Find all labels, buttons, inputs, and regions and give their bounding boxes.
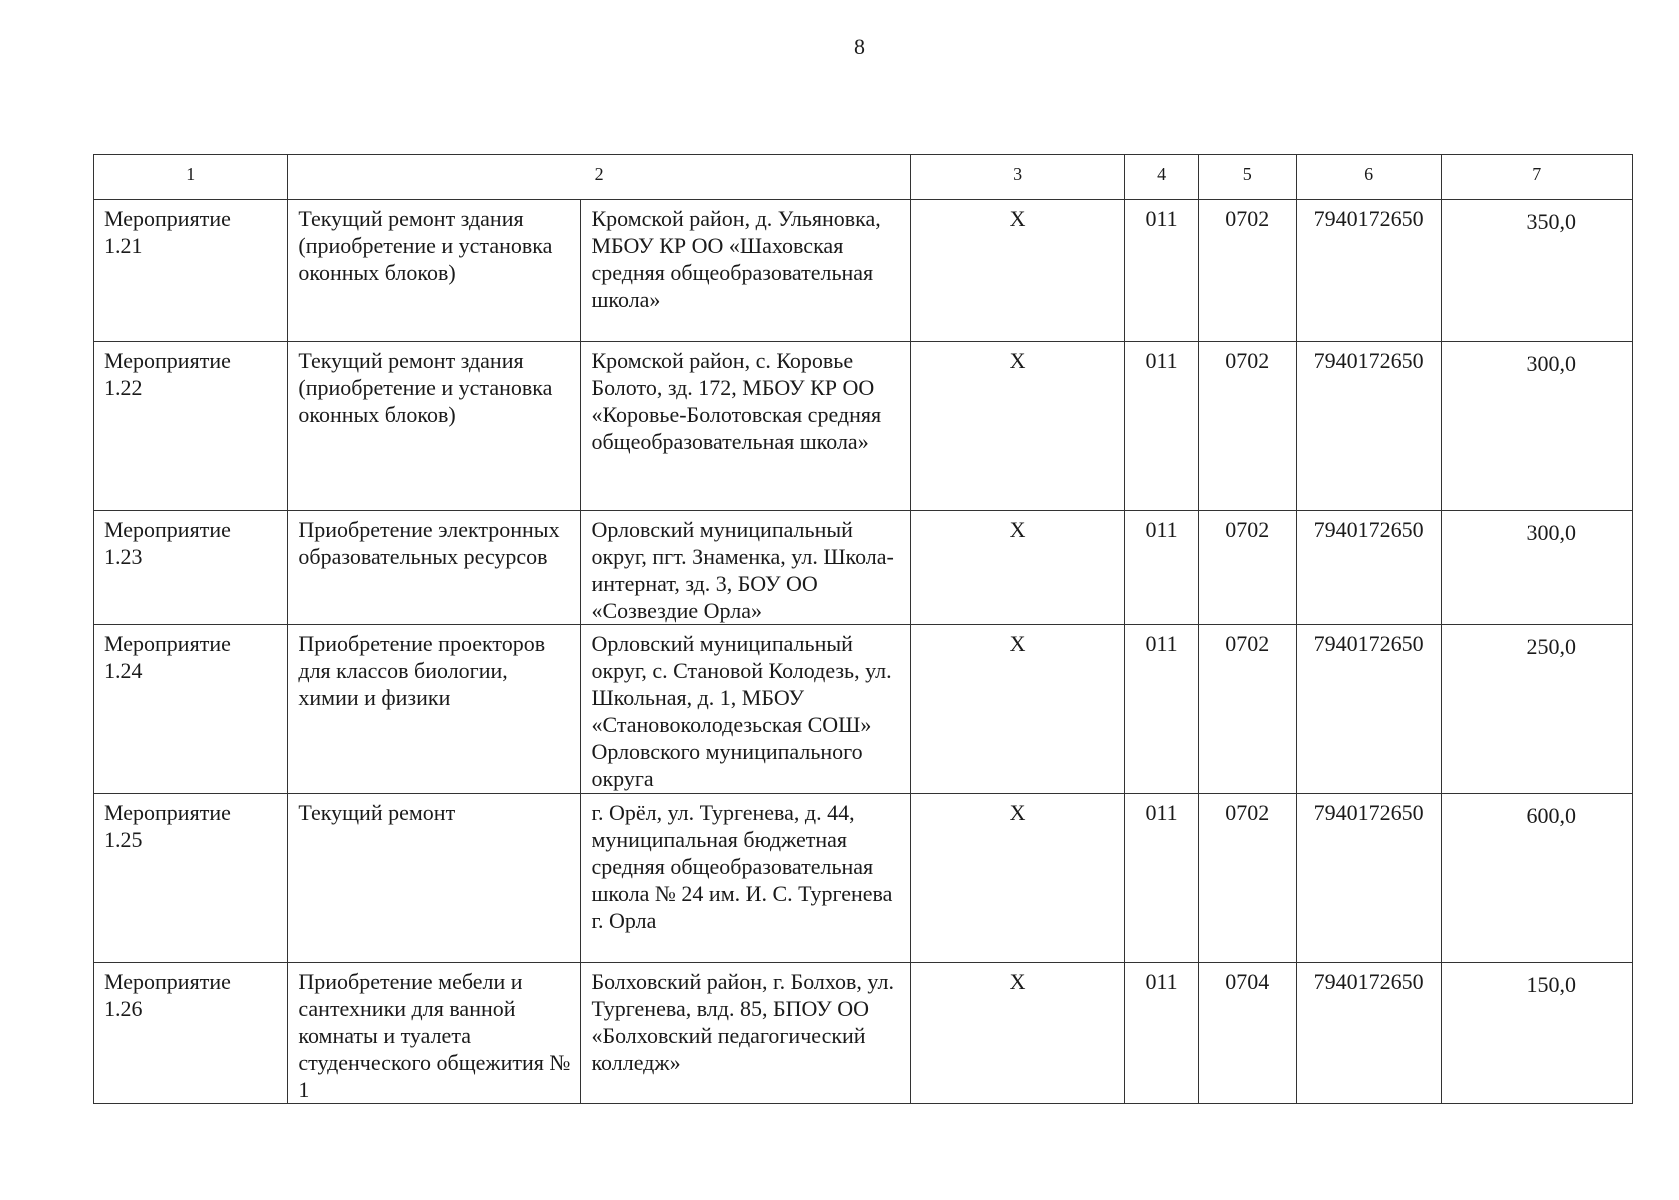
table-row (94, 963, 1633, 1104)
measure-number: 1.25 (104, 827, 143, 852)
header-cell: 3 (910, 155, 1125, 200)
col3-cell: X (910, 794, 1125, 963)
table-row (94, 511, 1633, 625)
header-cell: 4 (1125, 155, 1199, 200)
location-cell: Орловский муниципальный округ, пгт. Знаменка, ул. Школа-интернат, зд. 3, БОУ ОО «Созвездие Орла» (581, 511, 910, 625)
measure-id-cell (94, 511, 288, 625)
header-cell: 1 (94, 155, 288, 200)
measure-number: 1.24 (104, 658, 143, 683)
col3-cell: X (910, 963, 1125, 1104)
work-cell: Приобретение проекторов для классов биологии, химии и физики (288, 625, 581, 794)
col7-cell: 300,0 (1441, 511, 1632, 625)
measure-number: 1.22 (104, 375, 143, 400)
work-cell: Приобретение мебели и сантехники для ванной комнаты и туалета студенческого общежития № 1 (288, 963, 581, 1104)
header-cell: 2 (288, 155, 910, 200)
col6-cell: 7940172650 (1296, 511, 1441, 625)
work-cell: Текущий ремонт здания (приобретение и установка оконных блоков) (288, 200, 581, 342)
col5-cell: 0702 (1198, 625, 1296, 794)
col3-cell: X (910, 200, 1125, 342)
col6-cell: 7940172650 (1296, 794, 1441, 963)
measure-label: Мероприятие (104, 631, 231, 656)
col6-cell: 7940172650 (1296, 625, 1441, 794)
col4-cell: 011 (1125, 963, 1199, 1104)
header-cell: 5 (1198, 155, 1296, 200)
col5-cell: 0702 (1198, 794, 1296, 963)
col7-cell: 350,0 (1441, 200, 1632, 342)
col4-cell: 011 (1125, 342, 1199, 511)
table-row (94, 625, 1633, 794)
location-cell: Болховский район, г. Болхов, ул. Тургенева, влд. 85, БПОУ ОО «Болховский педагогический колледж» (581, 963, 910, 1104)
measure-id-cell (94, 963, 288, 1104)
work-cell: Текущий ремонт (288, 794, 581, 963)
measure-label: Мероприятие (104, 517, 231, 542)
table-row (94, 794, 1633, 963)
col4-cell: 011 (1125, 794, 1199, 963)
col7-cell: 150,0 (1441, 963, 1632, 1104)
measure-number: 1.26 (104, 996, 143, 1021)
work-cell: Текущий ремонт здания (приобретение и установка оконных блоков) (288, 342, 581, 511)
measure-number: 1.23 (104, 544, 143, 569)
col4-cell: 011 (1125, 511, 1199, 625)
measure-label: Мероприятие (104, 348, 231, 373)
col3-cell: X (910, 511, 1125, 625)
col6-cell: 7940172650 (1296, 200, 1441, 342)
col5-cell: 0702 (1198, 511, 1296, 625)
col3-cell: X (910, 342, 1125, 511)
table-row (94, 200, 1633, 342)
header-cell: 6 (1296, 155, 1441, 200)
measure-id-cell (94, 342, 288, 511)
col4-cell: 011 (1125, 625, 1199, 794)
location-cell: Орловский муниципальный округ, с. Становой Колодезь, ул. Школьная, д. 1, МБОУ «Становоколодезьская СОШ» Орловского муниципального округа (581, 625, 910, 794)
measure-label: Мероприятие (104, 969, 231, 994)
col7-cell: 300,0 (1441, 342, 1632, 511)
col5-cell: 0702 (1198, 200, 1296, 342)
col7-cell: 250,0 (1441, 625, 1632, 794)
measure-number: 1.21 (104, 233, 143, 258)
col6-cell: 7940172650 (1296, 342, 1441, 511)
measure-label: Мероприятие (104, 206, 231, 231)
measure-id-cell (94, 794, 288, 963)
table-header-row (94, 155, 1633, 200)
col7-cell: 600,0 (1441, 794, 1632, 963)
work-cell: Приобретение электронных образовательных ресурсов (288, 511, 581, 625)
measure-id-cell (94, 200, 288, 342)
measure-id-cell (94, 625, 288, 794)
col5-cell: 0704 (1198, 963, 1296, 1104)
col3-cell: X (910, 625, 1125, 794)
measure-label: Мероприятие (104, 800, 231, 825)
location-cell: Кромской район, с. Коровье Болото, зд. 172, МБОУ КР ОО «Коровье-Болотовская средняя общеобразовательная школа» (581, 342, 910, 511)
col4-cell: 011 (1125, 200, 1199, 342)
col6-cell: 7940172650 (1296, 963, 1441, 1104)
col5-cell: 0702 (1198, 342, 1296, 511)
measures-table (93, 154, 1633, 1104)
header-cell: 7 (1441, 155, 1632, 200)
location-cell: г. Орёл, ул. Тургенева, д. 44, муниципальная бюджетная средняя общеобразовательная школа № 24 им. И. С. Тургенева г. Орла (581, 794, 910, 963)
page-number: 8 (854, 34, 865, 59)
table-row (94, 342, 1633, 511)
location-cell: Кромской район, д. Ульяновка, МБОУ КР ОО «Шаховская средняя общеобразовательная школа» (581, 200, 910, 342)
